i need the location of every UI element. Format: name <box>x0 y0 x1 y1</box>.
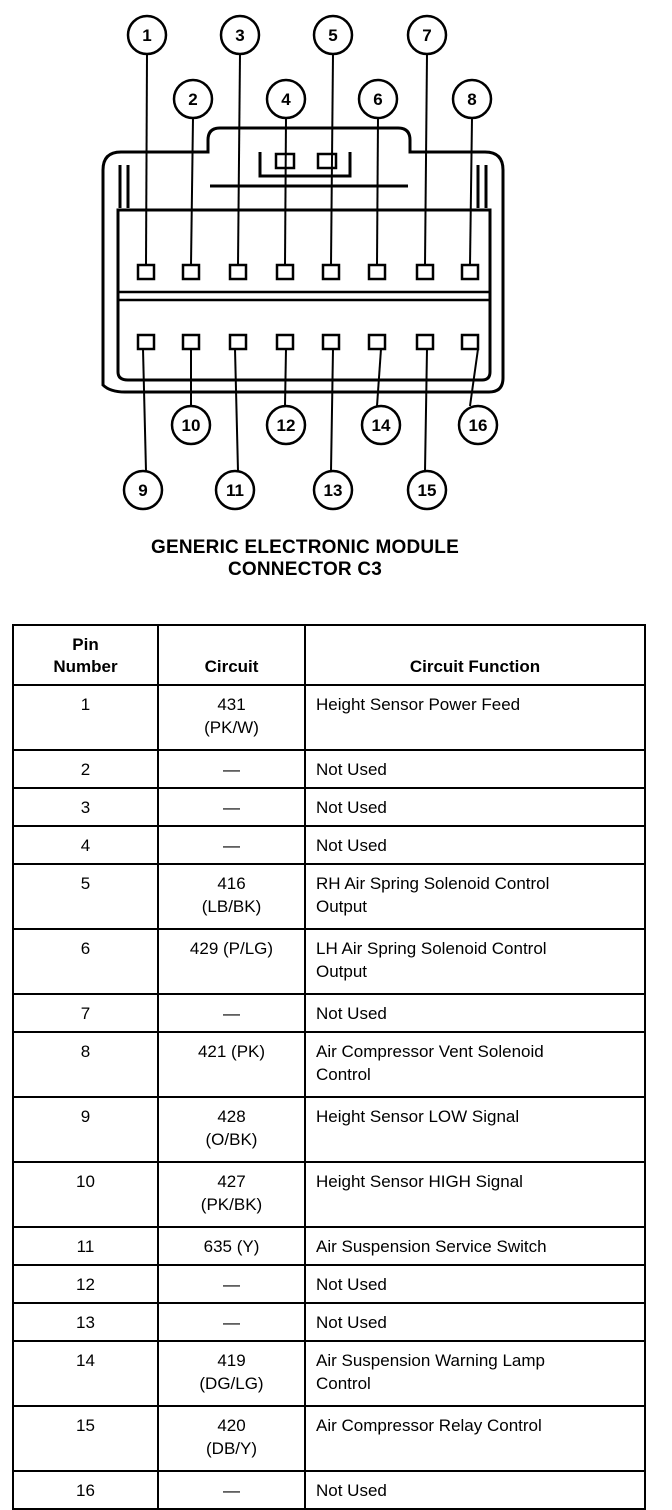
circuit-cell <box>158 994 305 1032</box>
circuit-function-cell <box>305 1097 645 1162</box>
table-row <box>13 1406 645 1471</box>
table-row <box>13 1341 645 1406</box>
pin-terminal <box>417 335 433 349</box>
circuit-function-cell <box>305 1341 645 1406</box>
circuit-cell <box>158 864 305 929</box>
table-row <box>13 750 645 788</box>
callout-leader-line <box>425 349 427 471</box>
table-row <box>13 788 645 826</box>
circuit-line: 421 (PK) <box>197 1042 266 1061</box>
pin-callout-label: 16 <box>468 416 488 435</box>
circuit-function-cell <box>305 864 645 929</box>
pin-number-cell: 14 <box>13 1341 158 1406</box>
callout-leader-line <box>470 118 472 265</box>
pin-terminal <box>277 335 293 349</box>
pin-number-cell: 12 <box>13 1265 158 1303</box>
circuit-function-line: Control <box>316 1374 371 1393</box>
pin-number-cell: 4 <box>13 826 158 864</box>
circuit-function-cell <box>305 994 645 1032</box>
pin-number-cell: 9 <box>13 1097 158 1162</box>
circuit-line: — <box>223 836 240 855</box>
pin-terminal <box>323 335 339 349</box>
circuit-function-line: Control <box>316 1065 371 1084</box>
circuit-function-cell <box>305 1471 645 1509</box>
circuit-cell <box>158 1303 305 1341</box>
callout-leader-line <box>331 54 333 265</box>
circuit-function-cell <box>305 826 645 864</box>
circuit-line: (PK/BK) <box>200 1195 263 1214</box>
pin-terminal <box>183 265 199 279</box>
pin-callout-label: 13 <box>323 481 343 500</box>
table-body <box>13 685 645 1509</box>
pin-number-cell: 3 <box>13 788 158 826</box>
header-pin-number <box>13 625 158 685</box>
circuit-function-cell <box>305 1227 645 1265</box>
table-row <box>13 929 645 994</box>
circuit-function-cell <box>305 1032 645 1097</box>
pin-terminal <box>183 335 199 349</box>
table-row <box>13 685 645 750</box>
circuit-line: (O/BK) <box>205 1130 258 1149</box>
circuit-function-line: Not Used <box>316 1004 387 1023</box>
circuit-function-line: Output <box>316 962 368 981</box>
circuit-line: (DB/Y) <box>206 1439 257 1458</box>
pin-terminal <box>138 265 154 279</box>
circuit-line: 427 <box>217 1172 246 1191</box>
pin-number-cell: 6 <box>13 929 158 994</box>
table-row <box>13 1303 645 1341</box>
circuit-line: — <box>223 1004 240 1023</box>
circuit-cell <box>158 1265 305 1303</box>
callout-leader-line <box>146 54 147 265</box>
pin-group <box>138 265 478 349</box>
pin-terminal <box>369 335 385 349</box>
circuit-function-line: Air Suspension Warning Lamp <box>316 1351 545 1370</box>
circuit-cell <box>158 1406 305 1471</box>
pin-number-cell: 1 <box>13 685 158 750</box>
connector-diagram <box>0 0 672 530</box>
pin-callout-label: 4 <box>281 90 291 109</box>
pin-number-cell: 15 <box>13 1406 158 1471</box>
callout-group <box>124 16 497 509</box>
circuit-function-line: Height Sensor HIGH Signal <box>316 1172 523 1191</box>
circuit-line: 416 <box>217 874 246 893</box>
circuit-line: — <box>223 1481 240 1500</box>
circuit-cell <box>158 1097 305 1162</box>
pin-terminal <box>138 335 154 349</box>
pin-callout-label: 8 <box>467 90 477 109</box>
circuit-cell <box>158 788 305 826</box>
circuit-function-cell <box>305 1406 645 1471</box>
callout-leader-line <box>143 349 146 471</box>
pin-terminal <box>369 265 385 279</box>
circuit-function-cell <box>305 1265 645 1303</box>
callout-leader-line <box>191 118 193 265</box>
pin-callout-label: 2 <box>188 90 198 109</box>
circuit-line: 431 <box>217 695 246 714</box>
callout-leader-line <box>238 54 240 265</box>
circuit-cell <box>158 685 305 750</box>
header-circuit: Circuit <box>158 625 305 685</box>
pin-number-cell: 7 <box>13 994 158 1032</box>
table-header-row <box>13 625 645 685</box>
circuit-function-cell <box>305 1303 645 1341</box>
table-row <box>13 1265 645 1303</box>
callout-leader-line <box>470 349 478 406</box>
circuit-cell <box>158 1471 305 1509</box>
pin-table <box>12 624 646 1510</box>
circuit-line: 420 <box>217 1416 246 1435</box>
pin-callout-label: 12 <box>276 416 296 435</box>
table-row <box>13 1032 645 1097</box>
table-row <box>13 994 645 1032</box>
circuit-cell <box>158 1162 305 1227</box>
circuit-line: (DG/LG) <box>199 1374 264 1393</box>
circuit-cell <box>158 1341 305 1406</box>
circuit-function-line: Not Used <box>316 798 387 817</box>
diagram-caption-line1: GENERIC ELECTRONIC MODULE <box>151 537 459 558</box>
table-row <box>13 864 645 929</box>
pin-terminal <box>417 265 433 279</box>
circuit-cell <box>158 826 305 864</box>
pin-number-cell: 11 <box>13 1227 158 1265</box>
callout-leader-line <box>377 349 381 406</box>
circuit-cell <box>158 1032 305 1097</box>
callout-leader-line <box>331 349 333 471</box>
pin-terminal <box>462 335 478 349</box>
pin-callout-label: 6 <box>373 90 383 109</box>
circuit-function-line: Not Used <box>316 836 387 855</box>
table-row <box>13 1471 645 1509</box>
pin-number-cell: 13 <box>13 1303 158 1341</box>
circuit-cell <box>158 750 305 788</box>
header-pin-line2: Number <box>53 657 118 676</box>
circuit-line: 419 <box>217 1351 246 1370</box>
table-row <box>13 1227 645 1265</box>
pin-callout-label: 3 <box>235 26 245 45</box>
circuit-function-line: LH Air Spring Solenoid Control <box>316 939 547 958</box>
pin-callout-label: 9 <box>138 481 148 500</box>
circuit-function-cell <box>305 929 645 994</box>
circuit-function-cell <box>305 1162 645 1227</box>
circuit-function-line: Air Compressor Vent Solenoid <box>316 1042 544 1061</box>
pin-terminal <box>462 265 478 279</box>
circuit-function-cell <box>305 788 645 826</box>
circuit-function-line: Output <box>316 897 368 916</box>
circuit-function-line: Height Sensor LOW Signal <box>316 1107 520 1126</box>
callout-leader-line <box>285 118 286 265</box>
callout-leader-line <box>425 54 427 265</box>
circuit-function-line: Height Sensor Power Feed <box>316 695 521 714</box>
pin-terminal <box>277 265 293 279</box>
circuit-line: — <box>223 798 240 817</box>
table-row <box>13 1097 645 1162</box>
header-pin-line1: Pin <box>72 635 99 654</box>
pin-callout-label: 11 <box>226 481 244 500</box>
connector-body <box>103 128 503 392</box>
diagram-caption-line2: CONNECTOR C3 <box>227 559 383 580</box>
pin-callout-label: 5 <box>328 26 338 45</box>
circuit-function-line: Not Used <box>316 1481 387 1500</box>
circuit-line: — <box>223 1275 240 1294</box>
pin-terminal <box>230 335 246 349</box>
header-circuit-function: Circuit Function <box>305 625 645 685</box>
pin-callout-label: 1 <box>142 26 152 45</box>
circuit-function-line: Not Used <box>316 1313 387 1332</box>
circuit-cell <box>158 929 305 994</box>
circuit-function-line: Not Used <box>316 1275 387 1294</box>
pin-callout-label: 15 <box>417 481 437 500</box>
circuit-line: 429 (P/LG) <box>189 939 274 958</box>
circuit-line: — <box>223 1313 240 1332</box>
circuit-function-line: RH Air Spring Solenoid Control <box>316 874 550 893</box>
pin-number-cell: 5 <box>13 864 158 929</box>
pin-callout-label: 7 <box>422 26 432 45</box>
pin-number-cell: 10 <box>13 1162 158 1227</box>
pin-number-cell: 16 <box>13 1471 158 1509</box>
circuit-line: — <box>223 760 240 779</box>
callout-leader-line <box>235 349 238 471</box>
pin-terminal <box>230 265 246 279</box>
circuit-function-cell <box>305 750 645 788</box>
callout-leader-line <box>377 118 378 265</box>
pin-terminal <box>323 265 339 279</box>
circuit-function-line: Air Suspension Service Switch <box>316 1237 547 1256</box>
circuit-function-line: Air Compressor Relay Control <box>316 1416 542 1435</box>
pin-number-cell: 2 <box>13 750 158 788</box>
pin-callout-label: 14 <box>371 416 391 435</box>
circuit-line: 635 (Y) <box>203 1237 260 1256</box>
circuit-line: 428 <box>217 1107 246 1126</box>
callout-leader-line <box>285 349 286 406</box>
circuit-line: (LB/BK) <box>201 897 262 916</box>
pin-callout-label: 10 <box>181 416 201 435</box>
pin-number-cell: 8 <box>13 1032 158 1097</box>
circuit-function-cell <box>305 685 645 750</box>
circuit-line: (PK/W) <box>204 718 259 737</box>
table-row <box>13 1162 645 1227</box>
table-row <box>13 826 645 864</box>
circuit-function-line: Not Used <box>316 760 387 779</box>
circuit-cell <box>158 1227 305 1265</box>
